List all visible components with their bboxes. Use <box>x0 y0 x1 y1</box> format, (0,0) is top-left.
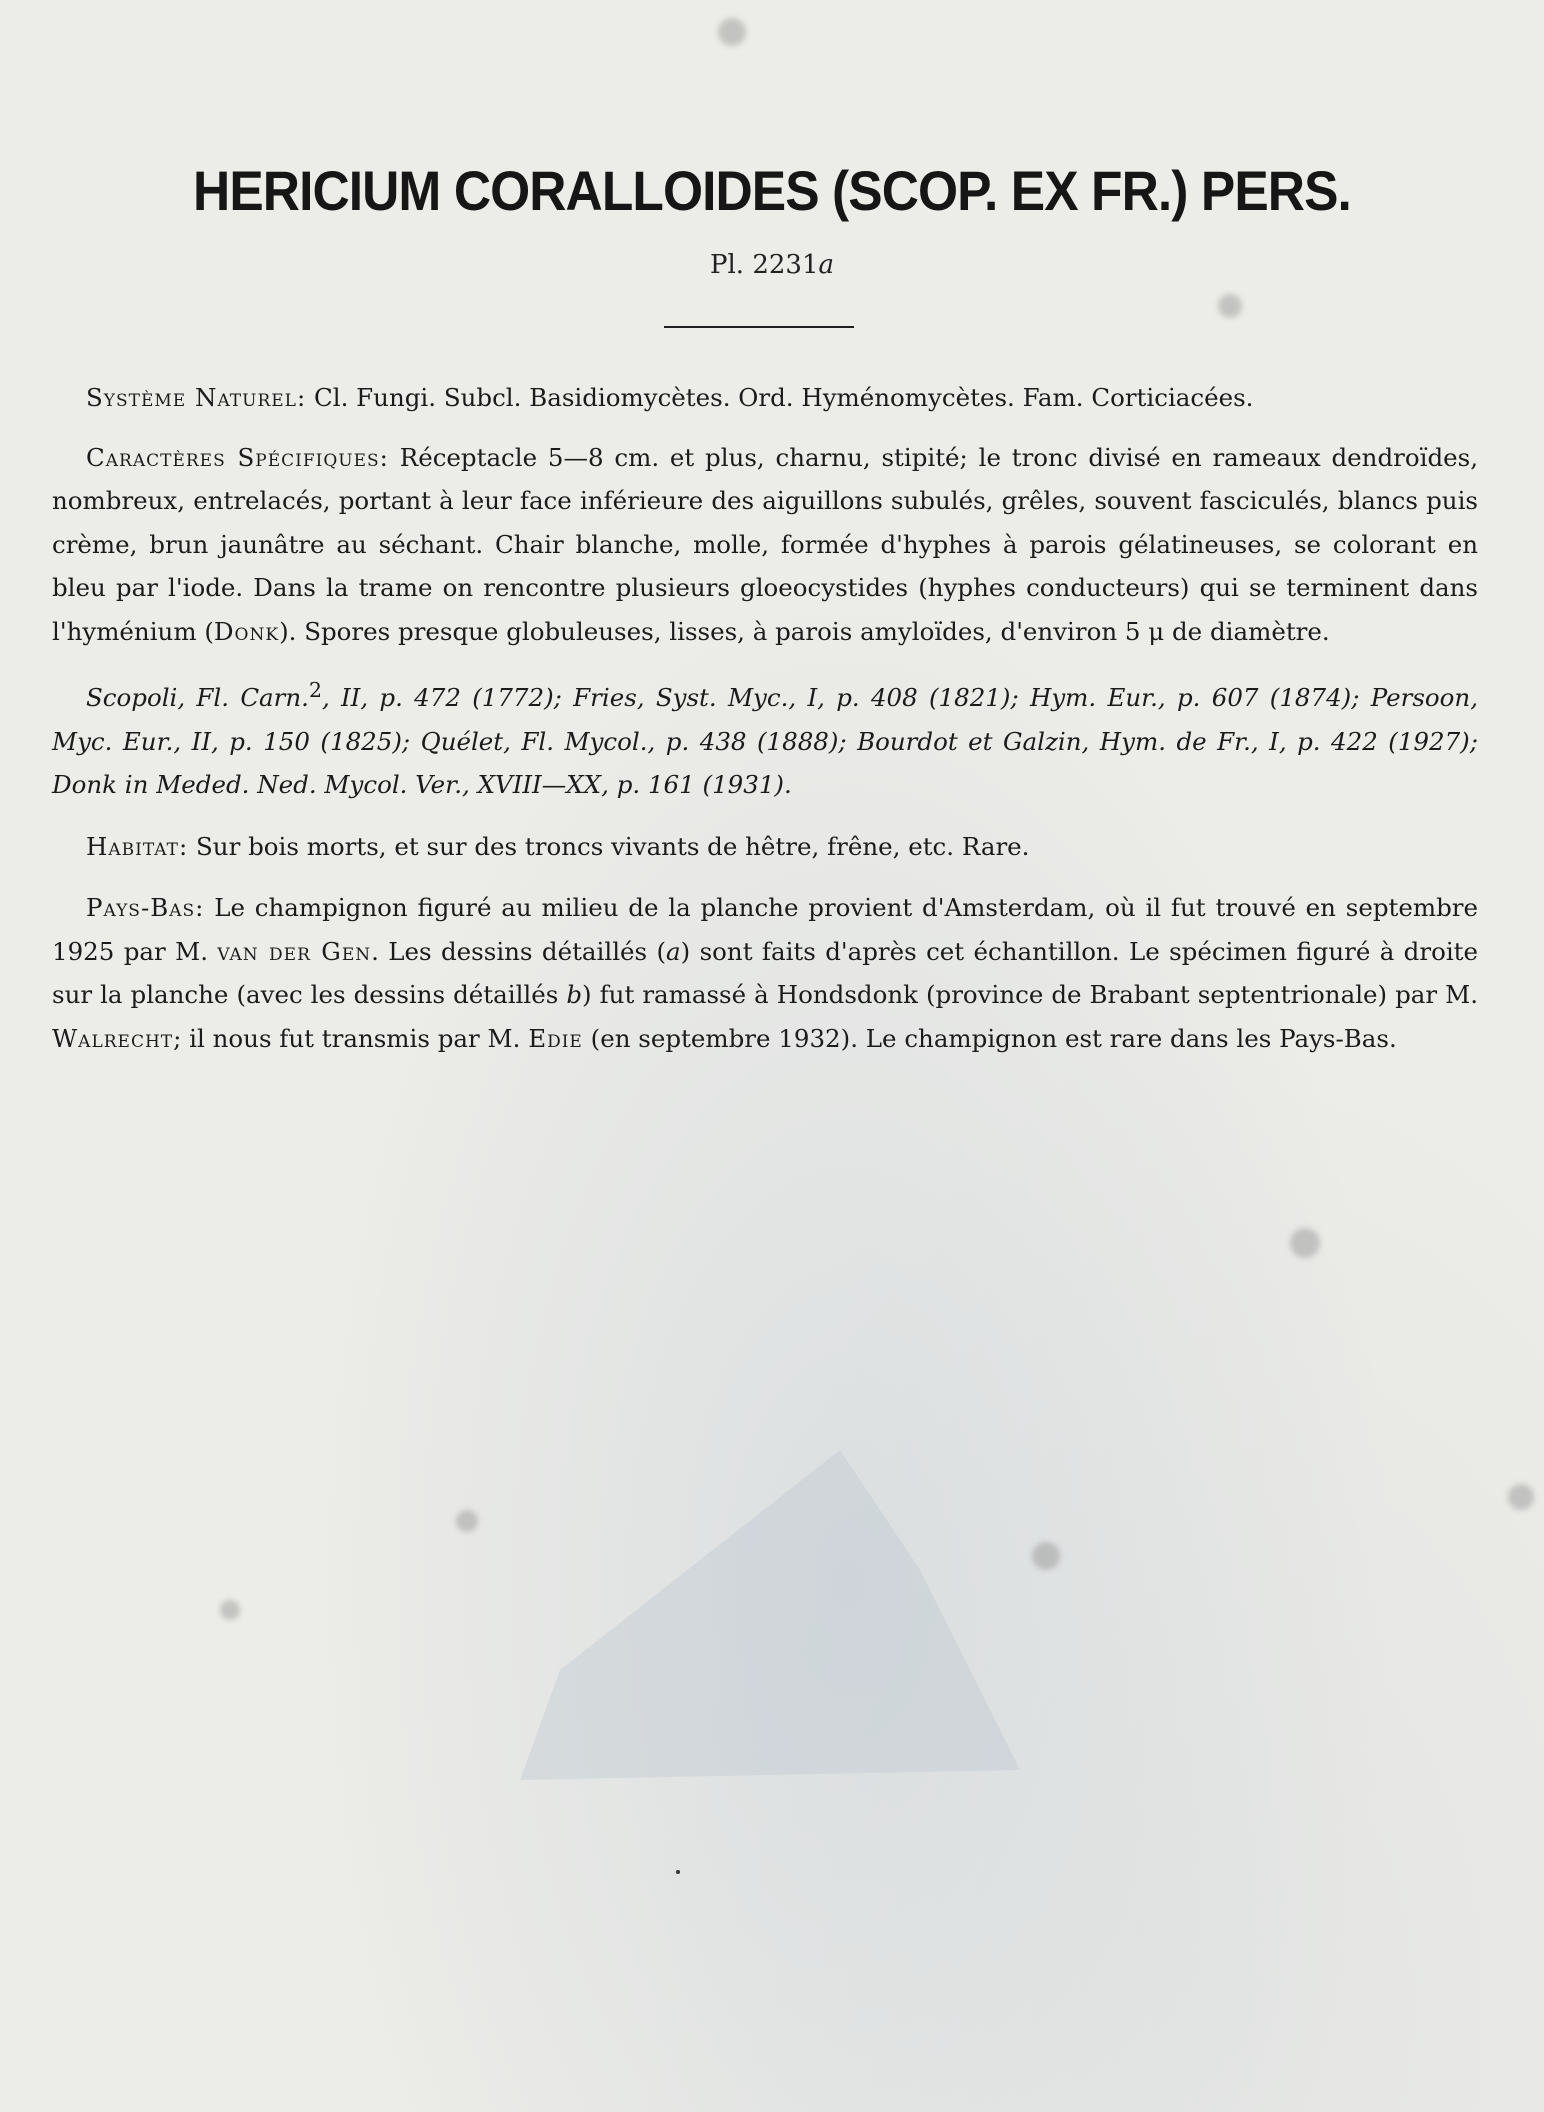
collector-van-der-gen: van der Gen <box>217 936 372 966</box>
plate-number <box>0 250 1544 280</box>
systeme-text: Cl. Fungi. Subcl. Basidiomycètes. Ord. Hyménomycètes. Fam. Corticiacées. <box>314 383 1254 412</box>
pays-bas-text-5: ; il nous fut transmis par M. <box>173 1023 521 1053</box>
pays-bas-text-2: . Les dessins détaillés ( <box>371 936 667 966</box>
paper-spot <box>1032 1542 1060 1570</box>
collector-walrecht: Walrecht <box>52 1023 174 1053</box>
bleed-through-shape <box>500 1440 1060 1800</box>
collector-edie: Edie <box>528 1023 583 1053</box>
reference-list: , II, p. 472 (1772); Fries, Syst. Myc., I, p. 408 (1821); Hym. Eur., p. 607 (1874); Persoon, Myc. Eur., II, p. 150 (1825); Quélet, Fl. Mycol., p. 438 (1888); Bourdot et Galzin, Hym. de Fr., I, p. 422 (1927); Donk in Meded. Ned. Mycol. Ver., XVIII—XX, p. 161 (1931). <box>52 683 1478 800</box>
figure-ref-a: a <box>666 936 681 966</box>
systeme-naturel-paragraph <box>52 376 1478 420</box>
caracteres-text-1: Réceptacle 5—8 cm. et plus, charnu, stipité; le tronc divisé en rameaux dendroïdes, nombreux, entrelacés, portant à leur face inférieure des aiguillons subulés, grêles, souvent fasciculés, blancs puis crème, brun jaunâtre au séchant. Chair blanche, molle, formée d'hyphes à parois gélatineuses, se colorant en bleu par l'iode. Dans la trame on rencontre plusieurs gloeocystides (hyphes conducteurs) qui se terminent dans l'hyménium ( <box>52 442 1478 646</box>
author-donk: Donk <box>213 616 280 646</box>
ink-dot <box>676 1870 680 1874</box>
pays-bas-text-1: Le champignon figuré au milieu de la planche provient d'Amsterdam, où il fut trouvé en septembre 1925 par M. <box>52 893 1478 966</box>
paper-spot <box>220 1600 240 1620</box>
paper-spot <box>1218 294 1242 318</box>
paper-spot <box>718 18 746 46</box>
paper-spot <box>1290 1228 1320 1258</box>
pays-bas-text-3: ) sont faits d'après cet échantillon. Le spécimen figuré à droite sur la planche (avec les dessins détaillés <box>52 936 1479 1010</box>
caracteres-label: Caractères Spécifiques: <box>86 442 389 472</box>
pays-bas-label: Pays-Bas: <box>86 893 205 923</box>
description-body <box>52 376 1478 1078</box>
paper-spot <box>456 1510 478 1532</box>
caracteres-paragraph <box>52 436 1478 654</box>
systeme-label: Système Naturel: <box>86 383 307 412</box>
habitat-paragraph <box>52 825 1478 869</box>
paper-spot <box>1508 1484 1534 1510</box>
pays-bas-text-4: ) fut ramassé à Hondsdonk (province de Brabant septentrionale) par M. <box>582 980 1478 1010</box>
habitat-label: Habitat: <box>86 831 189 861</box>
references-paragraph <box>52 669 1478 807</box>
plate-prefix: Pl. 2231 <box>709 250 819 280</box>
pays-bas-text-6: (en septembre 1932). Le champignon est rare dans les Pays-Bas. <box>590 1023 1397 1053</box>
plate-suffix: a <box>818 250 835 280</box>
figure-ref-b: b <box>566 980 583 1010</box>
pays-bas-paragraph <box>52 886 1478 1060</box>
species-title: HERICIUM CORALLOIDES (SCOP. EX FR.) PERS. <box>193 159 1351 222</box>
caracteres-text-2: ). Spores presque globuleuses, lisses, à parois amyloïdes, d'environ 5 μ de diamètre. <box>279 616 1330 646</box>
reference-superscript: 2 <box>308 678 322 702</box>
title-divider <box>664 326 854 328</box>
reference-scopoli: Scopoli, Fl. Carn. <box>86 683 309 713</box>
habitat-text: Sur bois morts, et sur des troncs vivants de hêtre, frêne, etc. Rare. <box>196 831 1030 861</box>
